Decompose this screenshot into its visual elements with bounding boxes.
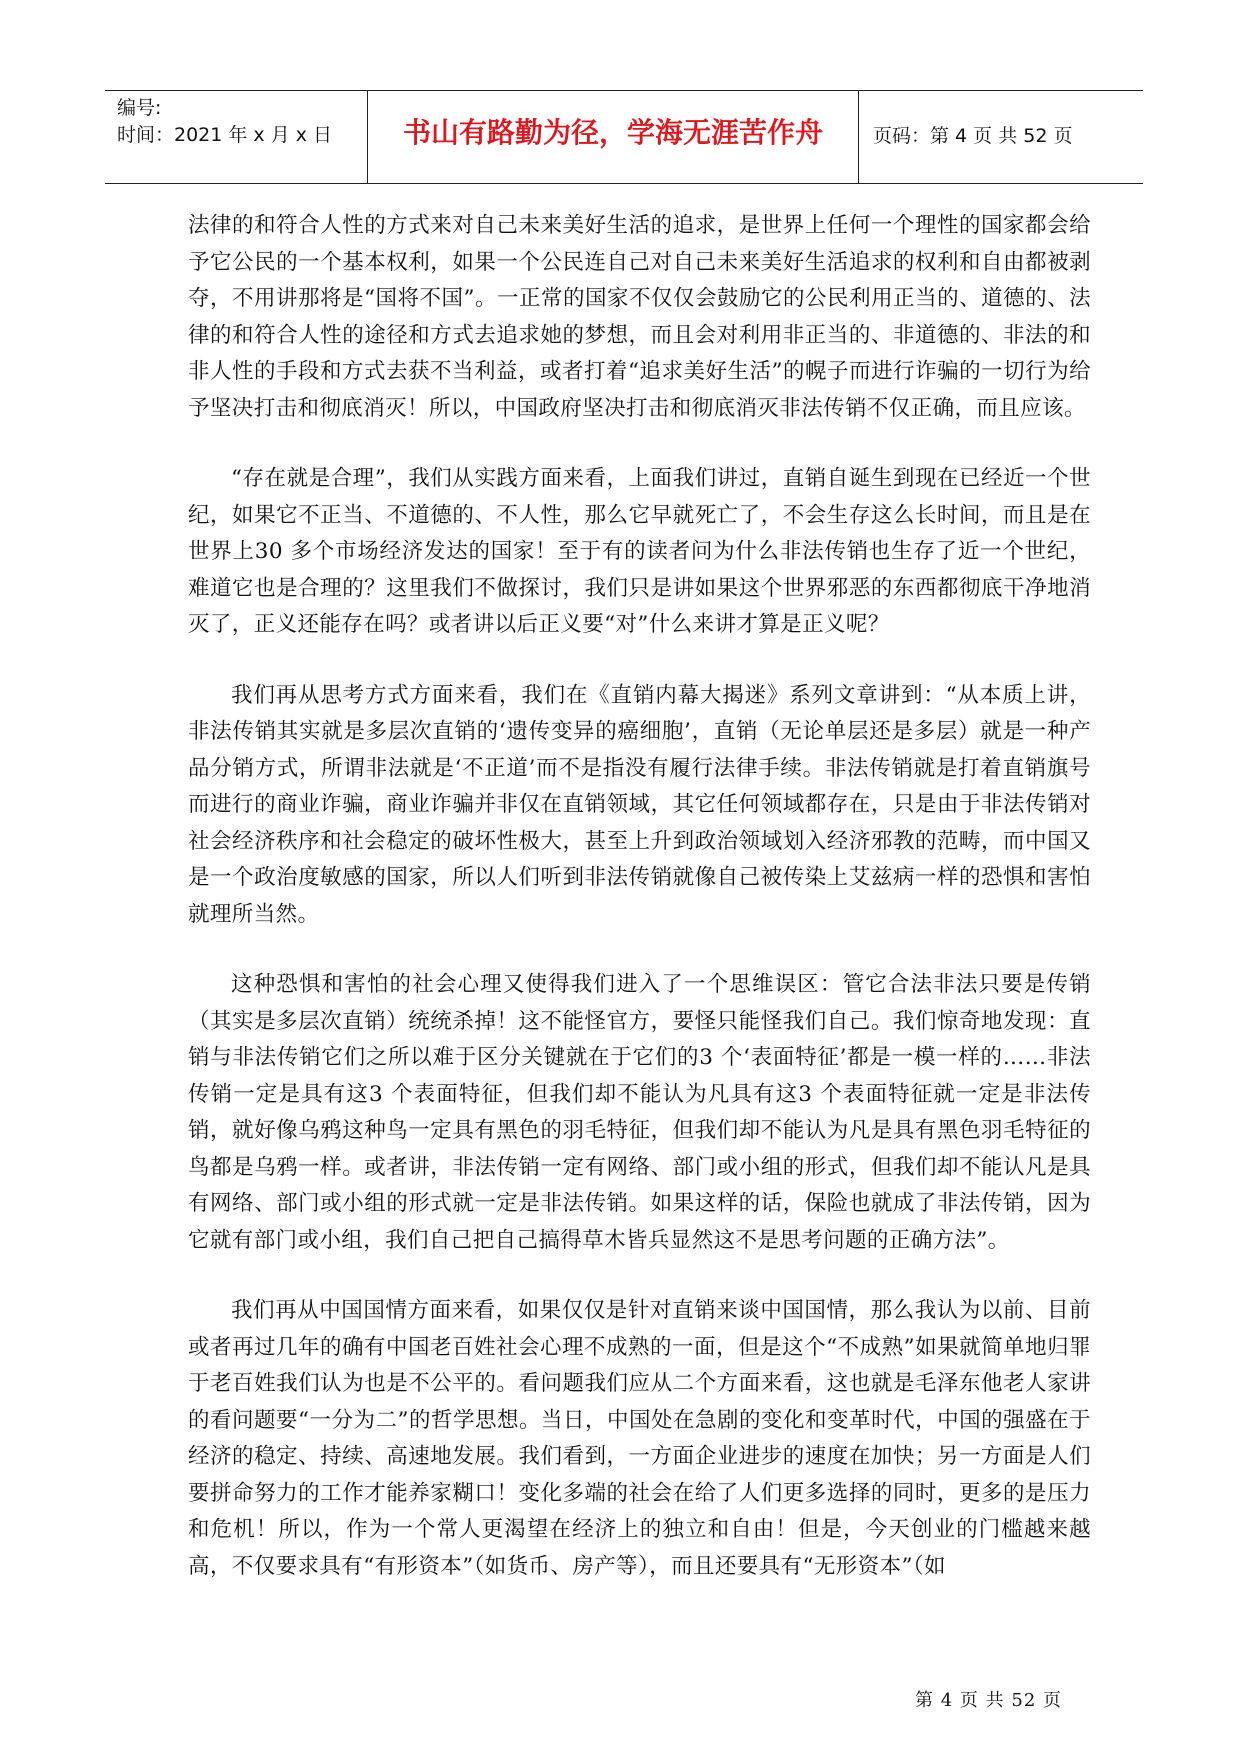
paragraph: 这种恐惧和害怕的社会心理又使得我们进入了一个思维误区：管它合法非法只要是传销（其实是多层次直销）统统杀掉！这不能怪官方，要怪只能怪我们自己。我们惊奇地发现：直销与非法传销它们之所以难于区分关键就在于它们的3 个‘表面特征’都是一模一样的……非法传销一定是具有这3 个表面特征，但我们却不能认为凡具有这3 个表面特征就一定是非法传销，就好像乌鸦这种鸟一定具有黑色的羽毛特征，但我们却不能认为凡是具有黑色羽毛特征的鸟都是乌鸦一样。或者讲，非法传销一定有网络、部门或小组的形式，但我们却不能认凡是具有网络、部门或小组的形式就一定是非法传销。如果这样的话，保险也就成了非法传销，因为它就有部门或小组，我们自己把自己搞得草木皆兵显然这不是思考问题的正确方法”。 bbox=[188, 972, 1091, 1253]
header-divider bbox=[858, 91, 859, 183]
header-meta bbox=[117, 95, 367, 149]
header-motto: 书山有路勤为径，学海无涯苦作舟 bbox=[402, 116, 823, 149]
header-page-number: 页码：第 4 页 共 52 页 bbox=[873, 125, 1073, 147]
document-body bbox=[188, 208, 1091, 1619]
paragraph: “存在就是合理”，我们从实践方面来看，上面我们讲过，直销自诞生到现在已经近一个世纪，如果它不正当、不道德的、不人性，那么它早就死亡了，不会生存这么长时间，而且是在世界上30 多个市场经济发达的国家！至于有的读者问为什么非法传销也生存了近一个世纪，难道它也是合理的？这里我们不做探讨，我们只是讲如果这个世界邪恶的东西都彻底干净地消灭了，正义还能存在吗？或者讲以后正义要“对”什么来讲才算是正义呢？ bbox=[188, 466, 1091, 637]
paragraph: 法律的和符合人性的方式来对自己未来美好生活的追求，是世界上任何一个理性的国家都会给予它公民的一个基本权利，如果一个公民连自己对自己未来美好生活追求的权利和自由都被剥夺，不用讲那将是“国将不国”。一正常的国家不仅仅会鼓励它的公民利用正当的、道德的、法律的和符合人性的途径和方式去追求她的梦想，而且会对利用非正当的、非道德的、非法的和非人性的手段和方式去获不当利益，或者打着“追求美好生活”的幌子而进行诈骗的一切行为给予坚决打击和彻底消灭！所以，中国政府坚决打击和彻底消灭非法传销不仅正确，而且应该。 bbox=[188, 213, 1091, 421]
page-header bbox=[105, 90, 1143, 184]
document-time-label: 时间：2021 年 x 月 x 日 bbox=[117, 124, 333, 146]
paragraph: 我们再从思考方式方面来看，我们在《直销内幕大揭迷》系列文章讲到：“从本质上讲，非法传销其实就是多层次直销的‘遗传变异的癌细胞’，直销（无论单层还是多层）就是一种产品分销方式，所谓非法就是‘不正道’而不是指没有履行法律手续。非法传销就是打着直销旗号而进行的商业诈骗，商业诈骗并非仅在直销领域，其它任何领域都存在，只是由于非法传销对社会经济秩序和社会稳定的破坏性极大，甚至上升到政治领域划入经济邪教的范畴，而中国又是一个政治度敏感的国家，所以人们听到非法传销就像自己被传染上艾兹病一样的恐惧和害怕就理所当然。 bbox=[188, 682, 1091, 927]
page-footer: 第 4 页 共 52 页 bbox=[915, 1690, 1062, 1711]
paragraph: 我们再从中国国情方面来看，如果仅仅是针对直销来谈中国国情，那么我认为以前、目前或者再过几年的确有中国老百姓社会心理不成熟的一面，但是这个“不成熟”如果就简单地归罪于老百姓我们认为也是不公平的。看问题我们应从二个方面来看，这也就是毛泽东他老人家讲的看问题要“一分为二”的哲学思想。当日，中国处在急剧的变化和变革时代，中国的强盛在于经济的稳定、持续、高速地发展。我们看到，一方面企业进步的速度在加快；另一方面是人们要拼命努力的工作才能养家糊口！变化多端的社会在给了人们更多选择的同时，更多的是压力和危机！所以，作为一个常人更渴望在经济上的独立和自由！但是，今天创业的门槛越来越高，不仅要求具有“有形资本”（如货币、房产等），而且还要具有“无形资本”（如 bbox=[188, 1298, 1091, 1579]
header-divider bbox=[367, 91, 368, 183]
document-number-label: 编号: bbox=[117, 97, 162, 119]
